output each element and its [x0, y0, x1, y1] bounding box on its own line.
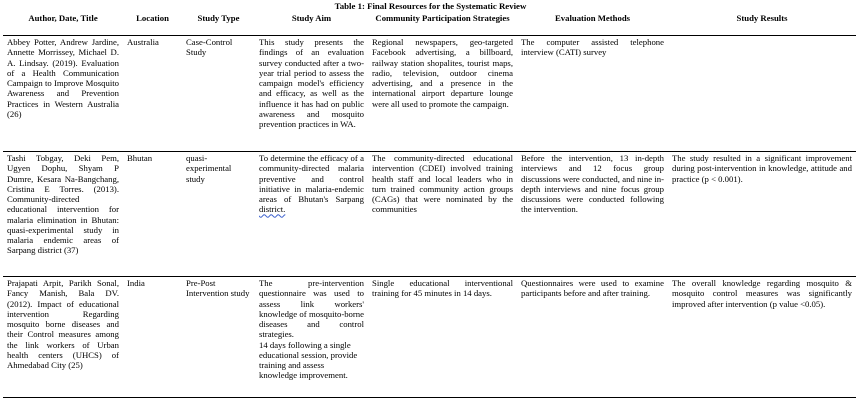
cell-author: Tashi Tobgay, Deki Pem, Ugyen Dophu, Shyam P Dumre, Kesara Na-Bangchang, Cristina E Torres. (2013). Community-directed educational intervention for malaria elimination in Bhutan: quasi-experimental study in malaria endemic areas of Sarpang district (37) — [3, 152, 123, 277]
systematic-review-table — [3, 12, 856, 398]
header-location: Location — [123, 12, 182, 36]
cell-study-aim — [255, 277, 368, 398]
table-row — [3, 277, 856, 398]
cell-community-strategies: Single educational interventional training for 45 minutes in 14 days. — [368, 277, 517, 398]
header-study-type: Study Type — [182, 12, 255, 36]
study-aim-tail: district. — [259, 204, 286, 215]
cell-study-aim — [255, 152, 368, 277]
header-evaluation-methods: Evaluation Methods — [517, 12, 668, 36]
header-study-aim: Study Aim — [255, 12, 368, 36]
cell-study-type: quasi-experimental study — [182, 152, 255, 277]
table-row — [3, 36, 856, 152]
table-caption: Table 1: Final Resources for the Systematic Review — [334, 1, 527, 11]
cell-evaluation-methods: The computer assisted telephone interview (CATI) survey — [517, 36, 668, 152]
cell-study-aim: This study presents the findings of an evaluation survey conducted after a two-year trial period to assess the campaign model's efficiency and efficacy, as well as the influence it has had on public awareness and mosquito prevention practices in WA. — [255, 36, 368, 152]
cell-study-type: Case-Control Study — [182, 36, 255, 152]
study-aim-paragraph-2: 14 days following a single educational session, provide training and assess knowledge improvement. — [259, 339, 358, 381]
cell-community-strategies: The community-directed educational intervention (CDEI) involved training health staff and local leaders who in turn trained community action groups (CAGs) that were nominated by the communities — [368, 152, 517, 277]
cell-community-strategies: Regional newspapers, geo-targeted Facebook advertising, a billboard, railway station shopalites, tourist maps, radio, television, outdoor cinema advertising, and a presence in the international airport departure lounge were all used to promote the campaign. — [368, 36, 517, 152]
table-row — [3, 152, 856, 277]
cell-location: Australia — [123, 36, 182, 152]
cell-evaluation-methods: Questionnaires were used to examine participants before and after training. — [517, 277, 668, 398]
cell-study-results — [668, 36, 856, 152]
header-author: Author, Date, Title — [3, 12, 123, 36]
header-study-results: Study Results — [668, 12, 856, 36]
cell-author: Abbey Potter, Andrew Jardine, Annette Morrissey, Michael D. A. Lindsay. (2019). Evaluation of a Health Communication Campaign to Improve Mosquito Awareness and Prevention Practices in Western Australia (26) — [3, 36, 123, 152]
cell-evaluation-methods: Before the intervention, 13 in-depth interviews and 12 focus group discussions were conducted, and nine in-depth interviews and nine focus group discussions were conducted following the intervention. — [517, 152, 668, 277]
table-header-row — [3, 12, 856, 36]
cell-location: Bhutan — [123, 152, 182, 277]
study-aim-paragraph-1: The pre-intervention questionnaire was used to assess link workers' knowledge of mosquito-borne diseases and control strategies. — [259, 278, 364, 340]
cell-location: India — [123, 277, 182, 398]
cell-study-results: The overall knowledge regarding mosquito & mosquito control measures was significantly improved after intervention (p value <0.05). — [668, 277, 856, 398]
study-aim-text: To determine the efficacy of a community-directed malaria preventive and control initiative in malaria-endemic areas of Bhutan's Sarpang — [259, 153, 364, 204]
header-community-strategies: Community Participation Strategies — [368, 12, 517, 36]
cell-study-type: Pre-Post Intervention study — [182, 277, 255, 398]
cell-author: Prajapati Arpit, Parikh Sonal, Fancy Manish, Bala DV. (2012). Impact of educational intervention Regarding mosquito borne diseases and their Control measures among the link workers of Urban health centers (UHCS) of Ahmedabad City (25) — [3, 277, 123, 398]
cell-study-results: The study resulted in a significant improvement during post-intervention in knowledge, attitude and practice (p < 0.001). — [668, 152, 856, 277]
